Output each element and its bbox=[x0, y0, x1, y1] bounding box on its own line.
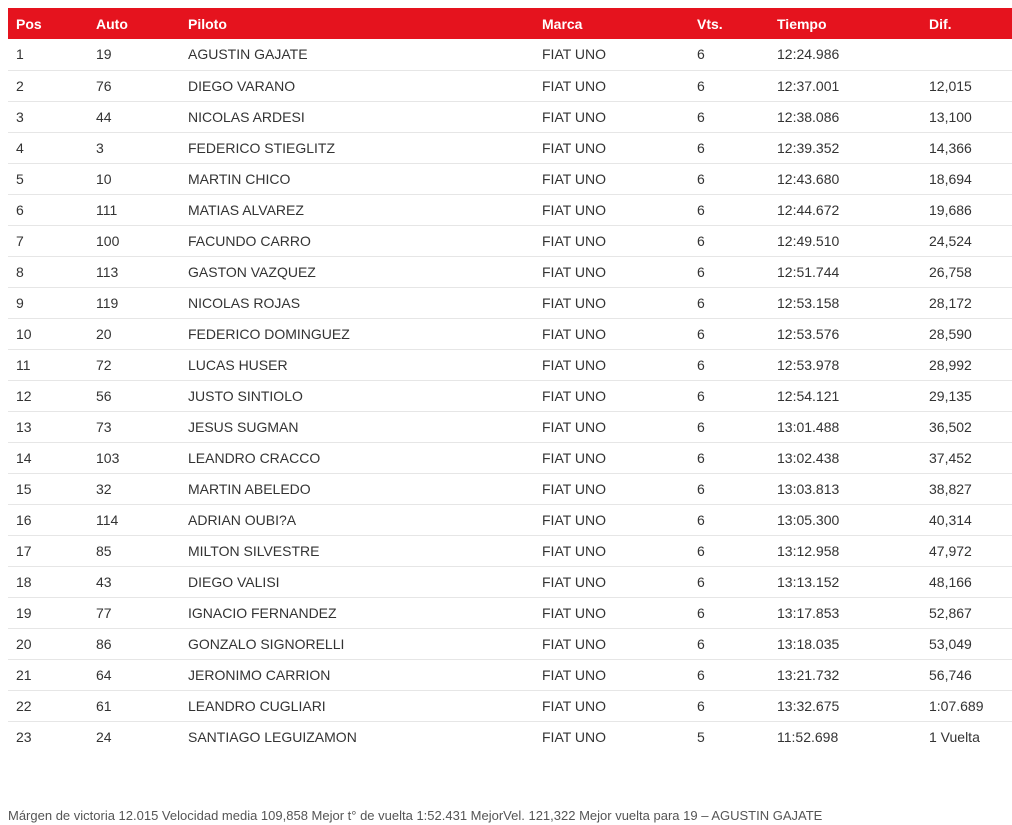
cell-auto: 113 bbox=[88, 256, 180, 287]
cell-auto: 43 bbox=[88, 566, 180, 597]
cell-marca: FIAT UNO bbox=[534, 659, 689, 690]
cell-pos: 14 bbox=[8, 442, 88, 473]
header-auto: Auto bbox=[96, 15, 128, 32]
cell-vts: 6 bbox=[689, 442, 769, 473]
cell-piloto: GONZALO SIGNORELLI bbox=[180, 628, 534, 659]
cell-marca: FIAT UNO bbox=[534, 380, 689, 411]
cell-auto: 77 bbox=[88, 597, 180, 628]
cell-piloto: LEANDRO CRACCO bbox=[180, 442, 534, 473]
table-row bbox=[8, 597, 1012, 628]
cell-auto: 86 bbox=[88, 628, 180, 659]
cell-auto: 119 bbox=[88, 287, 180, 318]
cell-pos: 22 bbox=[8, 690, 88, 721]
cell-tiempo: 11:52.698 bbox=[777, 728, 839, 745]
cell-vts: 6 bbox=[689, 597, 769, 628]
cell-pos: 4 bbox=[8, 132, 88, 163]
table-header-row bbox=[8, 8, 1012, 39]
cell-tiempo: 12:24.986 bbox=[769, 39, 921, 70]
cell-marca: FIAT UNO bbox=[534, 566, 689, 597]
table-row bbox=[8, 566, 1012, 597]
cell-dif: 13,100 bbox=[921, 101, 1012, 132]
cell-dif: 19,686 bbox=[921, 194, 1012, 225]
cell-piloto: MATIAS ALVAREZ bbox=[180, 194, 534, 225]
cell-tiempo: 12:37.001 bbox=[769, 70, 921, 101]
cell-pos: 13 bbox=[8, 411, 88, 442]
cell-auto: 10 bbox=[88, 163, 180, 194]
header-marca: Marca bbox=[542, 15, 583, 32]
cell-pos: 18 bbox=[8, 566, 88, 597]
cell-dif: 12,015 bbox=[921, 70, 1012, 101]
cell-piloto: IGNACIO FERNANDEZ bbox=[180, 597, 534, 628]
cell-vts: 6 bbox=[689, 318, 769, 349]
cell-tiempo: 12:43.680 bbox=[769, 163, 921, 194]
cell-vts: 6 bbox=[689, 287, 769, 318]
cell-piloto: ADRIAN OUBI?A bbox=[180, 504, 534, 535]
cell-marca: FIAT UNO bbox=[534, 132, 689, 163]
table-row bbox=[8, 659, 1012, 690]
table-row bbox=[8, 628, 1012, 659]
cell-piloto: AGUSTIN GAJATE bbox=[180, 39, 534, 70]
cell-piloto: NICOLAS ARDESI bbox=[180, 101, 534, 132]
cell-dif: 24,524 bbox=[921, 225, 1012, 256]
cell-pos: 8 bbox=[8, 256, 88, 287]
cell-dif: 28,992 bbox=[921, 349, 1012, 380]
cell-pos: 9 bbox=[8, 287, 88, 318]
cell-pos: 3 bbox=[8, 101, 88, 132]
cell-tiempo: 13:17.853 bbox=[769, 597, 921, 628]
cell-vts: 6 bbox=[689, 349, 769, 380]
cell-tiempo: 13:21.732 bbox=[769, 659, 921, 690]
cell-marca: FIAT UNO bbox=[534, 256, 689, 287]
cell-dif: 56,746 bbox=[921, 659, 1012, 690]
cell-dif: 14,366 bbox=[921, 132, 1012, 163]
cell-vts: 6 bbox=[689, 225, 769, 256]
cell-tiempo: 13:32.675 bbox=[769, 690, 921, 721]
cell-marca: FIAT UNO bbox=[534, 597, 689, 628]
cell-tiempo: 13:02.438 bbox=[769, 442, 921, 473]
cell-dif: 1:07.689 bbox=[921, 690, 1012, 721]
table-header bbox=[8, 8, 1012, 39]
cell-marca: FIAT UNO bbox=[542, 728, 607, 745]
cell-tiempo: 12:51.744 bbox=[769, 256, 921, 287]
header-dif: Dif. bbox=[929, 15, 952, 32]
table-row bbox=[8, 70, 1012, 101]
cell-auto: 3 bbox=[88, 132, 180, 163]
cell-dif: 37,452 bbox=[921, 442, 1012, 473]
cell-pos: 16 bbox=[8, 504, 88, 535]
header-piloto: Piloto bbox=[188, 15, 227, 32]
cell-auto: 111 bbox=[88, 194, 180, 225]
cell-pos: 10 bbox=[8, 318, 88, 349]
cell-dif: 36,502 bbox=[921, 411, 1012, 442]
cell-dif: 28,172 bbox=[921, 287, 1012, 318]
cell-dif: 1 Vuelta bbox=[929, 728, 980, 745]
cell-tiempo: 12:39.352 bbox=[769, 132, 921, 163]
cell-piloto: FEDERICO DOMINGUEZ bbox=[180, 318, 534, 349]
cell-piloto: MARTIN ABELEDO bbox=[180, 473, 534, 504]
table-row bbox=[8, 535, 1012, 566]
cell-vts: 6 bbox=[689, 39, 769, 70]
cell-auto: 24 bbox=[96, 728, 112, 745]
cell-piloto: MARTIN CHICO bbox=[180, 163, 534, 194]
header-vts: Vts. bbox=[697, 15, 723, 32]
cell-auto: 73 bbox=[88, 411, 180, 442]
cell-piloto: JERONIMO CARRION bbox=[180, 659, 534, 690]
cell-tiempo: 12:53.978 bbox=[769, 349, 921, 380]
cell-auto: 32 bbox=[88, 473, 180, 504]
cell-marca: FIAT UNO bbox=[534, 318, 689, 349]
cell-marca: FIAT UNO bbox=[534, 628, 689, 659]
table-row bbox=[8, 39, 1012, 70]
cell-dif: 26,758 bbox=[921, 256, 1012, 287]
cell-marca: FIAT UNO bbox=[534, 70, 689, 101]
race-summary: Márgen de victoria 12.015 Velocidad media 109,858 Mejor t° de vuelta 1:52.431 MejorVel. 121,322 Mejor vuelta para 19 – AGUSTIN GAJATE bbox=[8, 808, 823, 823]
cell-dif: 40,314 bbox=[921, 504, 1012, 535]
cell-dif: 29,135 bbox=[921, 380, 1012, 411]
cell-tiempo: 13:18.035 bbox=[769, 628, 921, 659]
cell-dif: 38,827 bbox=[921, 473, 1012, 504]
table-row bbox=[8, 411, 1012, 442]
cell-tiempo: 12:49.510 bbox=[769, 225, 921, 256]
cell-vts: 6 bbox=[689, 70, 769, 101]
cell-pos: 23 bbox=[16, 728, 32, 745]
cell-pos: 7 bbox=[8, 225, 88, 256]
cell-piloto: FEDERICO STIEGLITZ bbox=[180, 132, 534, 163]
cell-vts: 6 bbox=[689, 380, 769, 411]
cell-piloto: JUSTO SINTIOLO bbox=[180, 380, 534, 411]
table-row bbox=[8, 194, 1012, 225]
table-row bbox=[8, 101, 1012, 132]
cell-auto: 103 bbox=[88, 442, 180, 473]
cell-marca: FIAT UNO bbox=[534, 473, 689, 504]
cell-vts: 6 bbox=[689, 163, 769, 194]
cell-tiempo: 13:01.488 bbox=[769, 411, 921, 442]
table-row bbox=[8, 349, 1012, 380]
table-row bbox=[8, 318, 1012, 349]
cell-vts: 6 bbox=[689, 504, 769, 535]
cell-marca: FIAT UNO bbox=[534, 690, 689, 721]
cell-piloto: NICOLAS ROJAS bbox=[180, 287, 534, 318]
cell-auto: 64 bbox=[88, 659, 180, 690]
cell-marca: FIAT UNO bbox=[534, 535, 689, 566]
cell-pos: 11 bbox=[8, 349, 88, 380]
cell-pos: 20 bbox=[8, 628, 88, 659]
cell-vts: 6 bbox=[689, 628, 769, 659]
header-pos: Pos bbox=[16, 15, 42, 32]
cell-pos: 12 bbox=[8, 380, 88, 411]
cell-auto: 76 bbox=[88, 70, 180, 101]
cell-dif: 47,972 bbox=[921, 535, 1012, 566]
cell-piloto: FACUNDO CARRO bbox=[180, 225, 534, 256]
table-row bbox=[8, 163, 1012, 194]
cell-tiempo: 13:03.813 bbox=[769, 473, 921, 504]
race-results-table bbox=[8, 8, 1012, 752]
cell-piloto: JESUS SUGMAN bbox=[180, 411, 534, 442]
table-row bbox=[8, 380, 1012, 411]
cell-vts: 6 bbox=[689, 566, 769, 597]
cell-marca: FIAT UNO bbox=[534, 194, 689, 225]
cell-piloto: LEANDRO CUGLIARI bbox=[180, 690, 534, 721]
table-row bbox=[8, 225, 1012, 256]
cell-pos: 19 bbox=[8, 597, 88, 628]
table-body bbox=[8, 39, 1012, 752]
cell-marca: FIAT UNO bbox=[534, 163, 689, 194]
cell-marca: FIAT UNO bbox=[534, 225, 689, 256]
cell-auto: 72 bbox=[88, 349, 180, 380]
cell-auto: 114 bbox=[88, 504, 180, 535]
cell-vts: 6 bbox=[689, 194, 769, 225]
cell-auto: 56 bbox=[88, 380, 180, 411]
cell-dif: 52,867 bbox=[921, 597, 1012, 628]
cell-pos: 17 bbox=[8, 535, 88, 566]
cell-piloto: MILTON SILVESTRE bbox=[180, 535, 534, 566]
cell-pos: 1 bbox=[8, 39, 88, 70]
cell-piloto: SANTIAGO LEGUIZAMON bbox=[188, 728, 357, 745]
cell-marca: FIAT UNO bbox=[534, 442, 689, 473]
cell-pos: 2 bbox=[8, 70, 88, 101]
cell-tiempo: 12:44.672 bbox=[769, 194, 921, 225]
cell-vts: 6 bbox=[689, 535, 769, 566]
table-row bbox=[8, 690, 1012, 721]
cell-piloto: LUCAS HUSER bbox=[180, 349, 534, 380]
cell-auto: 61 bbox=[88, 690, 180, 721]
cell-auto: 85 bbox=[88, 535, 180, 566]
cell-vts: 6 bbox=[689, 411, 769, 442]
table-row bbox=[8, 287, 1012, 318]
cell-pos: 21 bbox=[8, 659, 88, 690]
cell-vts: 5 bbox=[697, 728, 705, 745]
table-row bbox=[8, 132, 1012, 163]
cell-tiempo: 13:05.300 bbox=[769, 504, 921, 535]
cell-tiempo: 13:13.152 bbox=[769, 566, 921, 597]
cell-piloto: DIEGO VARANO bbox=[180, 70, 534, 101]
cell-marca: FIAT UNO bbox=[534, 411, 689, 442]
cell-dif: 18,694 bbox=[921, 163, 1012, 194]
cell-pos: 5 bbox=[8, 163, 88, 194]
cell-dif bbox=[921, 39, 1012, 70]
cell-dif: 28,590 bbox=[921, 318, 1012, 349]
cell-marca: FIAT UNO bbox=[534, 504, 689, 535]
cell-vts: 6 bbox=[689, 473, 769, 504]
cell-vts: 6 bbox=[689, 101, 769, 132]
cell-vts: 6 bbox=[689, 256, 769, 287]
cell-dif: 48,166 bbox=[921, 566, 1012, 597]
cell-tiempo: 12:53.158 bbox=[769, 287, 921, 318]
cell-dif: 53,049 bbox=[921, 628, 1012, 659]
cell-pos: 6 bbox=[8, 194, 88, 225]
cell-marca: FIAT UNO bbox=[534, 287, 689, 318]
cell-tiempo: 12:53.576 bbox=[769, 318, 921, 349]
cell-marca: FIAT UNO bbox=[534, 101, 689, 132]
cell-vts: 6 bbox=[689, 659, 769, 690]
cell-vts: 6 bbox=[689, 132, 769, 163]
cell-auto: 44 bbox=[88, 101, 180, 132]
cell-piloto: DIEGO VALISI bbox=[180, 566, 534, 597]
cell-tiempo: 12:38.086 bbox=[769, 101, 921, 132]
table-row bbox=[8, 442, 1012, 473]
cell-vts: 6 bbox=[689, 690, 769, 721]
table-row bbox=[8, 504, 1012, 535]
cell-auto: 20 bbox=[88, 318, 180, 349]
cell-marca: FIAT UNO bbox=[534, 349, 689, 380]
table-row bbox=[8, 256, 1012, 287]
cell-auto: 19 bbox=[88, 39, 180, 70]
table-row bbox=[8, 721, 1012, 752]
cell-piloto: GASTON VAZQUEZ bbox=[180, 256, 534, 287]
cell-tiempo: 13:12.958 bbox=[769, 535, 921, 566]
cell-tiempo: 12:54.121 bbox=[769, 380, 921, 411]
header-tiempo: Tiempo bbox=[777, 15, 827, 32]
cell-pos: 15 bbox=[8, 473, 88, 504]
cell-marca: FIAT UNO bbox=[534, 39, 689, 70]
cell-auto: 100 bbox=[88, 225, 180, 256]
table-row bbox=[8, 473, 1012, 504]
